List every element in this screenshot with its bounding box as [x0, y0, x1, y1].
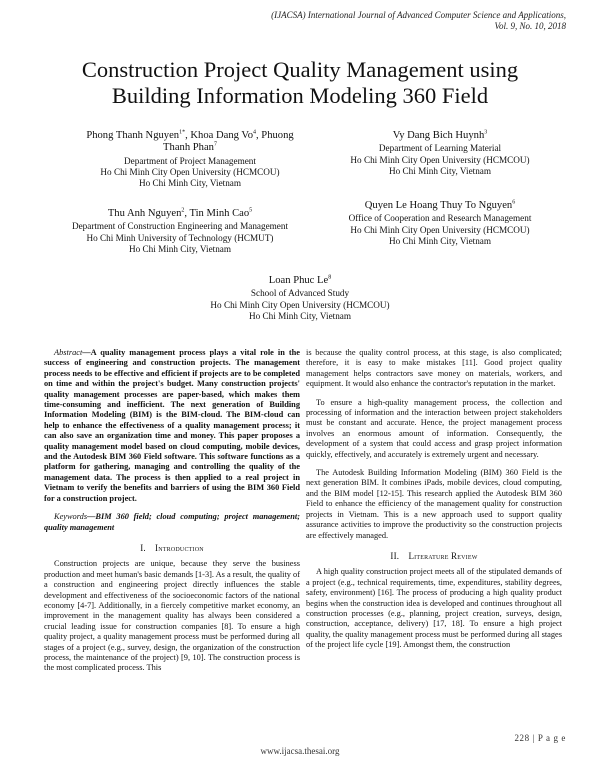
author-department: Department of Learning Material: [378, 143, 502, 154]
intro-paragraph-1: Construction projects are unique, because they serve the business production and meet human's basic demands [1-3]. As a result, the quality of a construction and engineering project directly influences the stable development and effectiveness of the socioeconomic factors of the national economy [4-7]. Additionally, in a fiercely competitive market economy, an improvement in the management quality has always been considered a crucial leading issue for construction companies [8]. To ensure a high quality project, a quality management process must be performed during all stages of a project (e.g., survey, design, the organization of the construction process, the maintenance of the project) [9, 10]. The construction process is the most complicated process. This: [44, 559, 300, 673]
keywords-text: —BIM 360 field; cloud computing; project management; quality management: [44, 512, 300, 532]
abstract-text: —A quality management process plays a vital role in the success of engineering and construction projects. The management process needs to be effective and efficient if projects are to be completed on time and within the project's budget. Many construction projects' quality management processes are paper-based, which makes them time-consuming and inefficient. The next generation of Building Information Modeling (BIM) is the BIM-cloud. The BIM-cloud can help to enhance the effectiveness of a quality management process; it can also save an organization time and money. This paper proposes a quality management model based on cloud computing, mobile devices, and the Autodesk BIM 360 Field software. This software functions as a platform for gathering, managing and controlling the quality of the management data. The process is then applied to a real project in Vietnam to verify the benefits and barriers of using the BIM 360 Field for a construction project.: [44, 348, 300, 503]
journal-header-line2: Vol. 9, No. 10, 2018: [494, 21, 566, 31]
abstract: [44, 348, 300, 504]
author-names: Phong Thanh Nguyen$^{1*}$, Khoa Dang Vo$^4$, Phuong Thanh Phan$^7$: [86, 129, 294, 154]
author-block-3: [50, 208, 310, 255]
author-university: Ho Chi Minh University of Technology (HCMUT): [86, 232, 274, 243]
author-name: Vy Dang Bich Huynh$^3$: [392, 129, 488, 141]
author-name: Loan Phuc Le$^8$: [268, 274, 332, 286]
author-university: Ho Chi Minh City Open University (HCMCOU): [100, 167, 280, 178]
author-city: Ho Chi Minh City, Vietnam: [388, 235, 492, 246]
author-department: Department of Project Management: [124, 155, 256, 166]
intro-paragraph-4: The Autodesk Building Information Modeling (BIM) 360 Field is the next generation BIM. It combines iPads, mobile devices, cloud computing, and the BIM model [12-15]. This research applied the Autodesk BIM 360 Field to enhance the efficiency of the management quality for construction projects in Vietnam. This is a new approach used to support quality assurance activities to improve the productivity so the construction projects are effectively managed.: [306, 468, 562, 540]
author-city: Ho Chi Minh City, Vietnam: [138, 178, 242, 189]
author-city: Ho Chi Minh City, Vietnam: [248, 310, 352, 321]
author-department: School of Advanced Study: [250, 288, 350, 299]
section-heading-literature-review: II. Literature Review: [390, 550, 478, 561]
author-name: Quyen Le Hoang Thuy To Nguyen$^6$: [364, 199, 516, 211]
author-university: Ho Chi Minh City Open University (HCMCOU): [350, 154, 530, 165]
author-block-1: [70, 130, 310, 189]
author-department: Department of Construction Engineering and Management: [71, 221, 289, 232]
paper-title: [40, 57, 560, 109]
section-heading-introduction: I. Introduction: [140, 542, 204, 553]
literature-paragraph-1: A high quality construction project meets all of the stipulated demands of a project (e.g., technical requirements, time, expenditures, stability degrees, safety, environment) [16]. The process of producing a high quality product begins when the construction idea is developed and continues throughout all construction processes (e.g., planning, project creation, surveys, design, construction, acceptance, delivery) [17, 18]. To ensure a high project quality, the quality management process must be performed during all stages of the project life cycle [19]. Amongst them, the construction: [306, 567, 562, 650]
page-number: 228 | P a g e: [514, 733, 566, 743]
keywords-label: Keywords: [54, 512, 88, 522]
journal-header: [166, 10, 566, 32]
keywords: [44, 512, 300, 533]
author-block-4: [320, 200, 560, 247]
author-university: Ho Chi Minh City Open University (HCMCOU): [210, 299, 390, 310]
author-block-5: [180, 275, 420, 322]
intro-paragraph-2: is because the quality control process, at this stage, is also complicated; therefore, it is easy to make mistakes [11]. Good project quality management helps contractors save money on materials, workers, and equipment. It would also enhance the contractor's reputation in the market.: [306, 348, 562, 389]
author-university: Ho Chi Minh City Open University (HCMCOU): [350, 224, 530, 235]
paper-title-line1: Construction Project Quality Management using: [81, 57, 519, 82]
paper-title-line2: Building Information Modeling 360 Field: [111, 83, 489, 108]
author-city: Ho Chi Minh City, Vietnam: [388, 165, 492, 176]
abstract-label: Abstract: [54, 348, 83, 357]
author-block-2: [320, 130, 560, 177]
author-city: Ho Chi Minh City, Vietnam: [128, 243, 232, 254]
left-column: [44, 348, 300, 674]
footer-url: www.ijacsa.thesai.org: [260, 746, 340, 756]
author-names: Thu Anh Nguyen$^2$, Tin Minh Cao$^5$: [107, 207, 253, 219]
right-column: [306, 348, 562, 651]
journal-header-line1: (IJACSA) International Journal of Advanced Computer Science and Applications,: [271, 10, 566, 20]
intro-paragraph-3: To ensure a high-quality management process, the collection and processing of information and the interaction between project stakeholders must be constant and accurate. Hence, the project management process involves an enormous amount of information. Consequently, the development of a system that could access and grasp project information quickly, effectively, and accurately is extremely urgent and necessary.: [306, 397, 562, 459]
author-department: Office of Cooperation and Research Management: [348, 213, 532, 224]
